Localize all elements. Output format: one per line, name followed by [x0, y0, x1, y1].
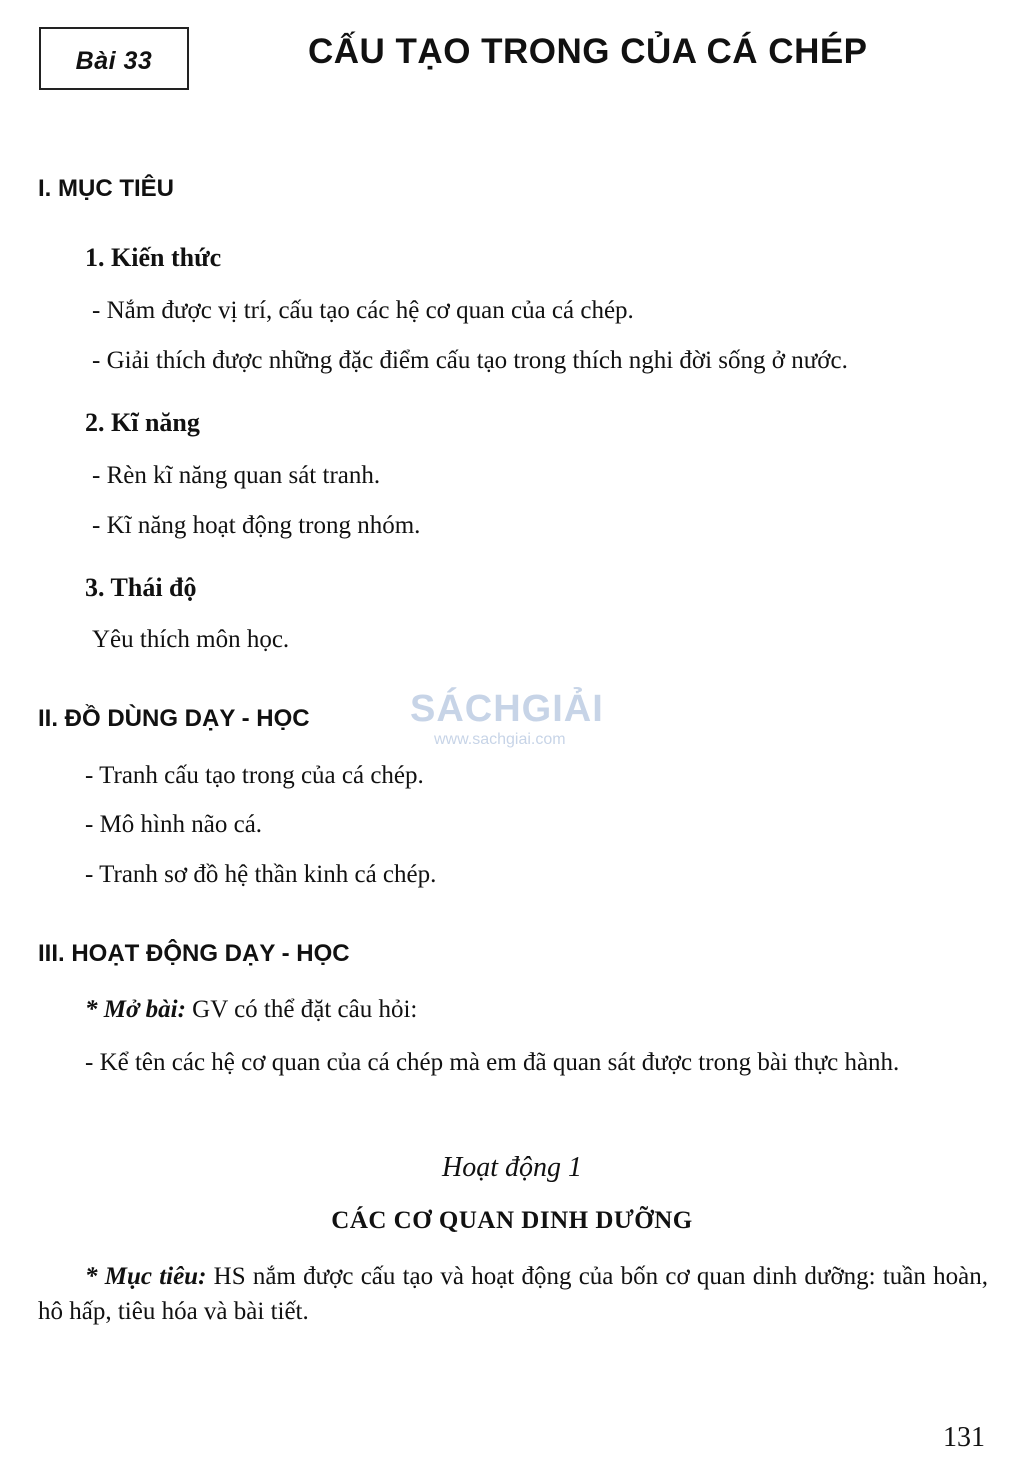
objective-text: HS nắm được cấu tạo và hoạt động của bốn cơ quan dinh dưỡng: tuần hoàn, hô hấp, tiêu hóa và bài tiết. [38, 1263, 988, 1325]
materials-item-3: - Tranh sơ đồ hệ thần kinh cá chép. [85, 861, 437, 888]
section-2-heading: II. ĐỒ DÙNG DẠY - HỌC [38, 705, 310, 732]
knowledge-item-1: - Nắm được vị trí, cấu tạo các hệ cơ quan của cá chép. [92, 297, 634, 324]
skills-item-1: - Rèn kĩ năng quan sát tranh. [92, 462, 381, 489]
objective-label: * Mục tiêu: [85, 1263, 207, 1290]
attitude-text: Yêu thích môn học. [92, 626, 290, 653]
page-title: CẤU TẠO TRONG CỦA CÁ CHÉP [308, 32, 868, 71]
skills-item-2: - Kĩ năng hoạt động trong nhóm. [92, 512, 421, 539]
question-paragraph: - Kể tên các hệ cơ quan của cá chép mà em đã quan sát được trong bài thực hành. [85, 1049, 900, 1076]
watermark [410, 688, 620, 788]
watermark-brand: SÁCHGIẢI [410, 688, 604, 730]
attitude-heading: 3. Thái độ [85, 573, 197, 602]
intro-text: GV có thể đặt câu hỏi: [185, 996, 418, 1023]
materials-item-2: - Mô hình não cá. [85, 811, 263, 838]
lesson-number-box [39, 27, 189, 90]
section-3-heading: III. HOẠT ĐỘNG DẠY - HỌC [38, 940, 350, 967]
intro-label: * Mở bài: [85, 996, 186, 1023]
lesson-label: Bài 33 [75, 47, 153, 75]
intro-line [85, 996, 417, 1024]
watermark-url: www.sachgiai.com [434, 731, 566, 748]
page-number: 131 [943, 1422, 985, 1453]
activity-label: Hoạt động 1 [442, 1152, 582, 1183]
knowledge-item-2: - Giải thích được những đặc điểm cấu tạo trong thích nghi đời sống ở nước. [92, 347, 848, 374]
section-1-heading: I. MỤC TIÊU [38, 175, 174, 202]
knowledge-heading: 1. Kiến thức [85, 243, 222, 272]
objective-paragraph [38, 1259, 988, 1329]
materials-item-1: - Tranh cấu tạo trong của cá chép. [85, 762, 424, 789]
activity-title: CÁC CƠ QUAN DINH DƯỠNG [331, 1207, 693, 1234]
skills-heading: 2. Kĩ năng [85, 408, 200, 437]
